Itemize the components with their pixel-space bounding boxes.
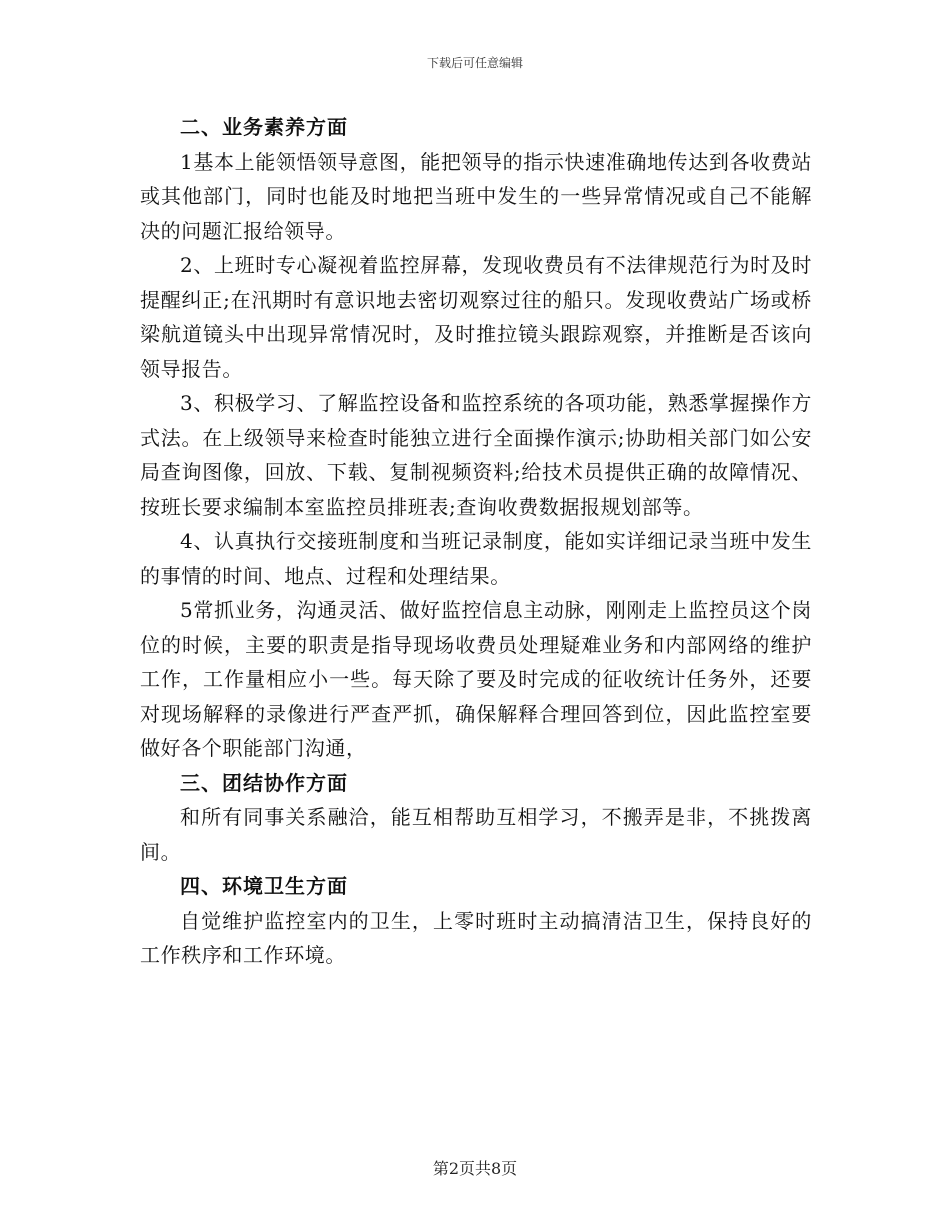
paragraph-hygiene-1: 自觉维护监控室内的卫生，上零时班时主动搞清洁卫生，保持良好的工作秩序和工作环境。 [140,908,812,967]
page-header-note: 下载后可任意编辑 [426,56,523,70]
paragraph-business-5: 5常抓业务，沟通灵活、做好监控信息主动脉，刚刚走上监控员这个岗位的时候，主要的职责是指导现场收费员处理疑难业务和内部网络的维护工作，工作量相应小一些。每天除了要及时完成的征收统计任务外，还要对现场解释的录像进行严查严抓，确保解释合理回答到位，因此监控室要做好各个职能部门沟通， [140,598,812,760]
section-heading-teamwork: 三、团结协作方面 [180,770,348,795]
section-heading-hygiene: 四、环境卫生方面 [180,874,348,898]
paragraph-business-1: 1基本上能领悟领导意图，能把领导的指示快速准确地传达到各收费站或其他部门，同时也能及时地把当班中发生的一些异常情况或自己不能解决的问题汇报给领导。 [140,149,812,243]
paragraph-business-4: 4、认真执行交接班制度和当班记录制度，能如实详细记录当班中发生的事情的时间、地点、过程和处理结果。 [140,529,812,588]
document-body [140,110,812,973]
page-number: 第2页共8页 [432,1159,518,1178]
section-heading-business: 二、业务素养方面 [180,115,348,139]
paragraph-teamwork-1: 和所有同事关系融洽，能互相帮助互相学习，不搬弄是非，不挑拨离间。 [140,805,812,864]
paragraph-business-3: 3、积极学习、了解监控设备和监控系统的各项功能，熟悉掌握操作方式法。在上级领导来检查时能独立进行全面操作演示;协助相关部门如公安局查询图像，回放、下载、复制视频资料;给技术员提供正确的故障情况、按班长要求编制本室监控员排班表;查询收费数据报规划部等。 [140,391,812,519]
paragraph-business-2: 2、上班时专心凝视着监控屏幕，发现收费员有不法律规范行为时及时提醒纠正;在汛期时有意识地去密切观察过往的船只。发现收费站广场或桥梁航道镜头中出现异常情况时，及时推拉镜头跟踪观察，并推断是否该向领导报告。 [140,253,812,381]
